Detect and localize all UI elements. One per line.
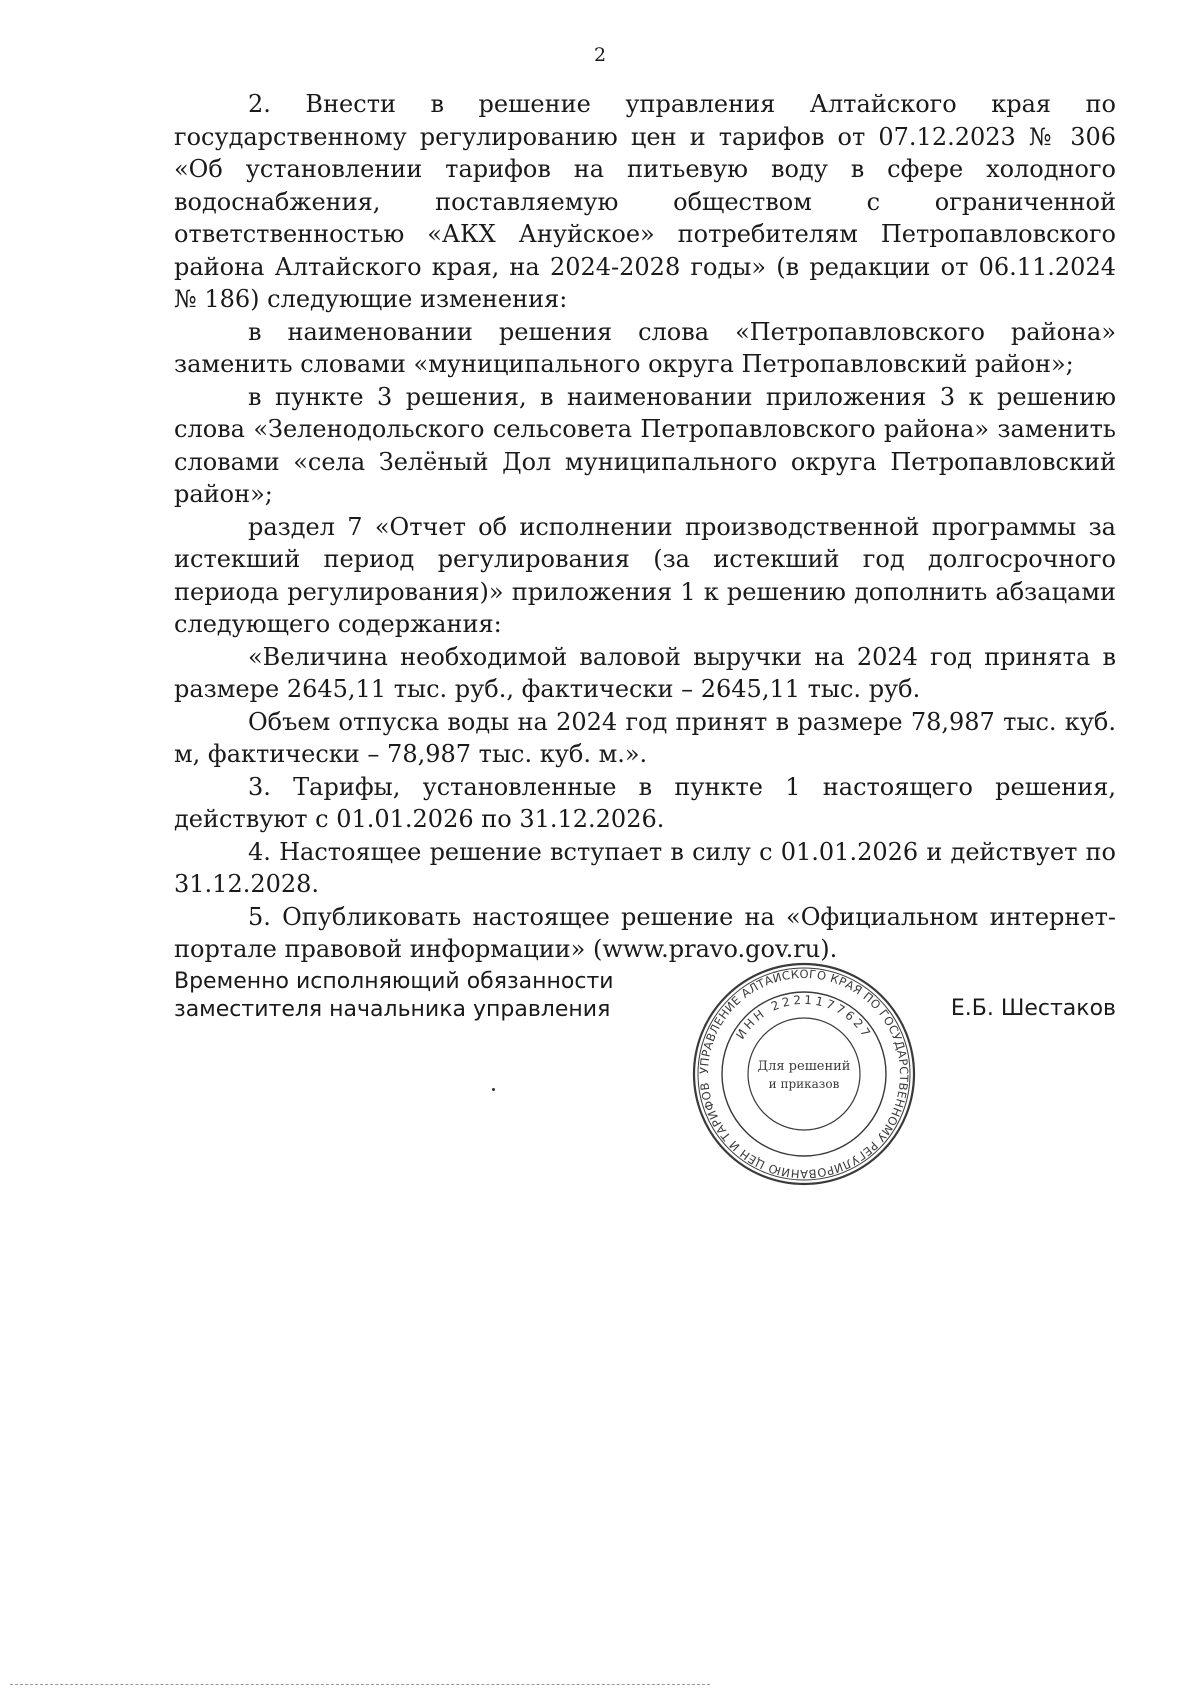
signatory-position-line1: Временно исполняющий обязанности [174, 969, 614, 994]
paragraph-change-appendix: в пункте 3 решения, в наименовании приложения 3 к решению слова «Зеленодольского сельсовета Петропавловского района» заменить словами «села Зелёный Дол муниципального округа Петропавловский район»; [174, 382, 1116, 508]
paragraph-item-5: 5. Опубликовать настоящее решение на «Официальном интернет-портале правовой информации» (www.pravo.gov.ru). [174, 902, 1116, 963]
signature-block [174, 968, 1116, 1198]
paragraph-change-name: в наименовании решения слова «Петропавловского района» заменить словами «муниципального округа Петропавловский район»; [174, 317, 1116, 378]
scan-speck [492, 1088, 495, 1091]
paragraph-section-7: раздел 7 «Отчет об исполнении производственной программы за истекший период регулирования (за истекший год долгосрочного периода регулирования)» приложения 1 к решению дополнить абзацами следующего содержания: [174, 512, 1116, 638]
official-seal [688, 958, 920, 1190]
paragraph-water-volume: Объем отпуска воды на 2024 год принят в размере 78,987 тыс. куб. м, фактически – 78,987 тыс. куб. м.». [174, 707, 1116, 768]
svg-text:ИНН 2221177627 [733, 993, 874, 1042]
seal-inn-text: ИНН 2221177627 [733, 992, 875, 1042]
page-number: 2 [593, 44, 607, 66]
seal-center-line1: Для решений [757, 1059, 851, 1074]
seal-center-line2: и приказов [768, 1077, 840, 1091]
seal-outer-text: УПРАВЛЕНИЕ АЛТАЙСКОГО КРАЯ ПО ГОСУДАРСТВЕННОМУ РЕГУЛИРОВАНИЮ ЦЕН И ТАРИФОВ [696, 966, 912, 1182]
paragraph-revenue: «Величина необходимой валовой выручки на 2024 год принята в размере 2645,11 тыс. руб., фактически – 2645,11 тыс. руб. [174, 642, 1116, 703]
document-body [174, 88, 1116, 966]
signatory-name: Е.Б. Шестаков [950, 996, 1116, 1021]
paragraph-item-3: 3. Тарифы, установленные в пункте 1 настоящего решения, действуют с 01.01.2026 по 31.12.2026. [174, 772, 1116, 833]
scan-edge-line [10, 1684, 710, 1685]
paragraph-item-2: 2. Внести в решение управления Алтайского края по государственному регулированию цен и тарифов от 07.12.2023 № 306 «Об установлении тарифов на питьевую воду в сфере холодного водоснабжения, поставляемую обществом с ограниченной ответственностью «АКХ Ануйское» потребителям Петропавловского района Алтайского края, на 2024-2028 годы» (в редакции от 06.11.2024 № 186) следующие изменения: [174, 90, 1116, 313]
signatory-position-line2: заместителя начальника управления [174, 997, 611, 1022]
signatory-position [174, 968, 614, 1024]
paragraph-item-4: 4. Настоящее решение вступает в силу с 01.01.2026 и действует по 31.12.2028. [174, 837, 1116, 898]
